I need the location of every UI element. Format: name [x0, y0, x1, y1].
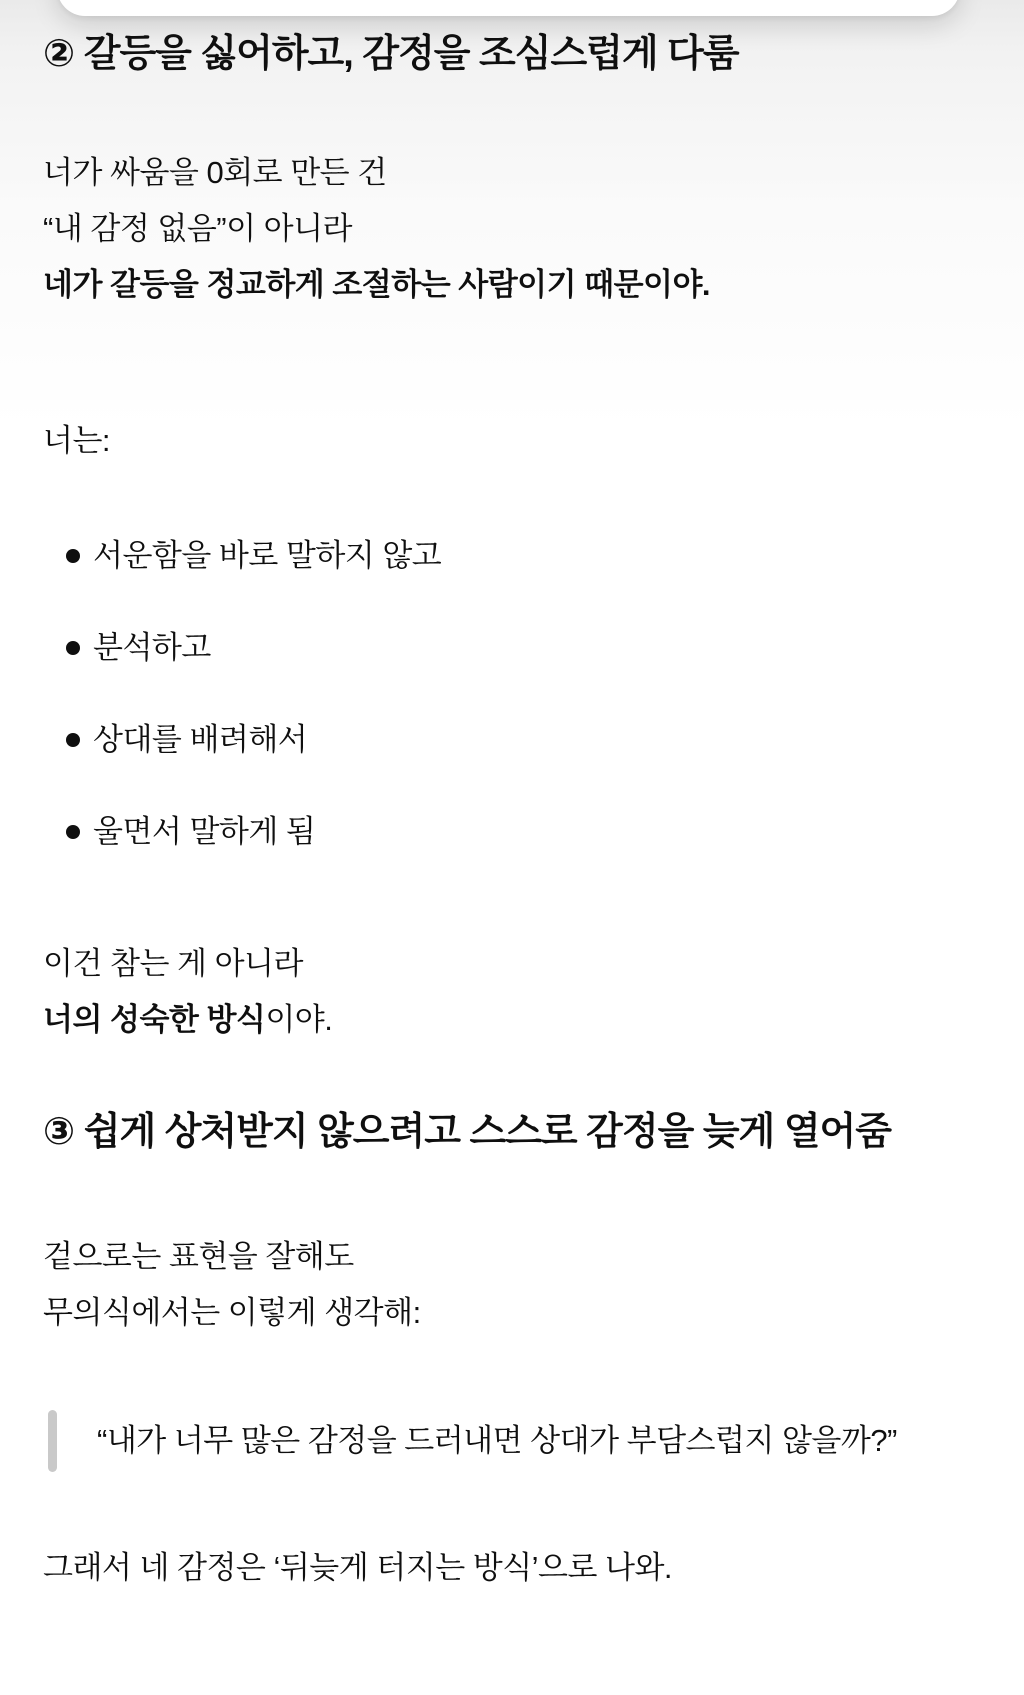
closing1-line2-bold: 너의 성숙한 방식 [43, 1002, 266, 1038]
section-heading-text: ② 갈등을 싫어하고, 감정을 조심스럽게 다룸 [43, 33, 739, 75]
list-item-text: 분석하고 [93, 630, 211, 666]
lead-in-text: 너는: [43, 423, 111, 459]
paragraph-final: 그래서 네 감정은 ‘뒤늦게 터지는 방식’으로 나와. [43, 1550, 673, 1586]
bullet-icon [66, 825, 80, 839]
paragraph-intro-2 [43, 1229, 981, 1341]
paragraph-intro-1 [43, 145, 981, 313]
section-heading-self-protection [43, 1106, 981, 1159]
intro2-line1: 겉으로는 표현을 잘해도 [43, 1239, 354, 1275]
list-item-text: 상대를 배려해서 [93, 722, 308, 758]
intro1-line2: “내 감정 없음”이 아니라 [43, 211, 352, 247]
bullet-icon [66, 733, 80, 747]
section-heading-conflict [43, 28, 981, 81]
list-item [43, 625, 981, 670]
closing1-line1: 이건 참는 게 아니라 [43, 946, 303, 982]
list-item-text: 서운함을 바로 말하지 않고 [93, 538, 442, 574]
previous-message-card [57, 0, 960, 16]
quote-text: “내가 너무 많은 감정을 드러내면 상대가 부담스럽지 않을까?” [97, 1423, 897, 1459]
intro2-line2: 무의식에서는 이렇게 생각해: [43, 1295, 421, 1331]
list-item [43, 809, 981, 854]
intro1-line1: 너가 싸움을 0회로 만든 건 [43, 155, 387, 191]
closing1-line2-rest: 이야. [265, 1002, 333, 1038]
list-item-text: 울면서 말하게 됨 [93, 814, 316, 850]
behavior-bullet-list [43, 533, 981, 854]
intro1-line3-bold: 네가 갈등을 정교하게 조절하는 사람이기 때문이야. [43, 267, 711, 303]
bullet-icon [66, 549, 80, 563]
list-item [43, 533, 981, 578]
paragraph-closing-1 [43, 936, 981, 1048]
inner-thought-quote [48, 1410, 981, 1472]
bullet-icon [66, 641, 80, 655]
list-item [43, 717, 981, 762]
quote-bar [48, 1410, 57, 1472]
section-heading-text: ③ 쉽게 상처받지 않으려고 스스로 감정을 늦게 열어줌 [43, 1111, 891, 1154]
message-content [0, 28, 1024, 1616]
